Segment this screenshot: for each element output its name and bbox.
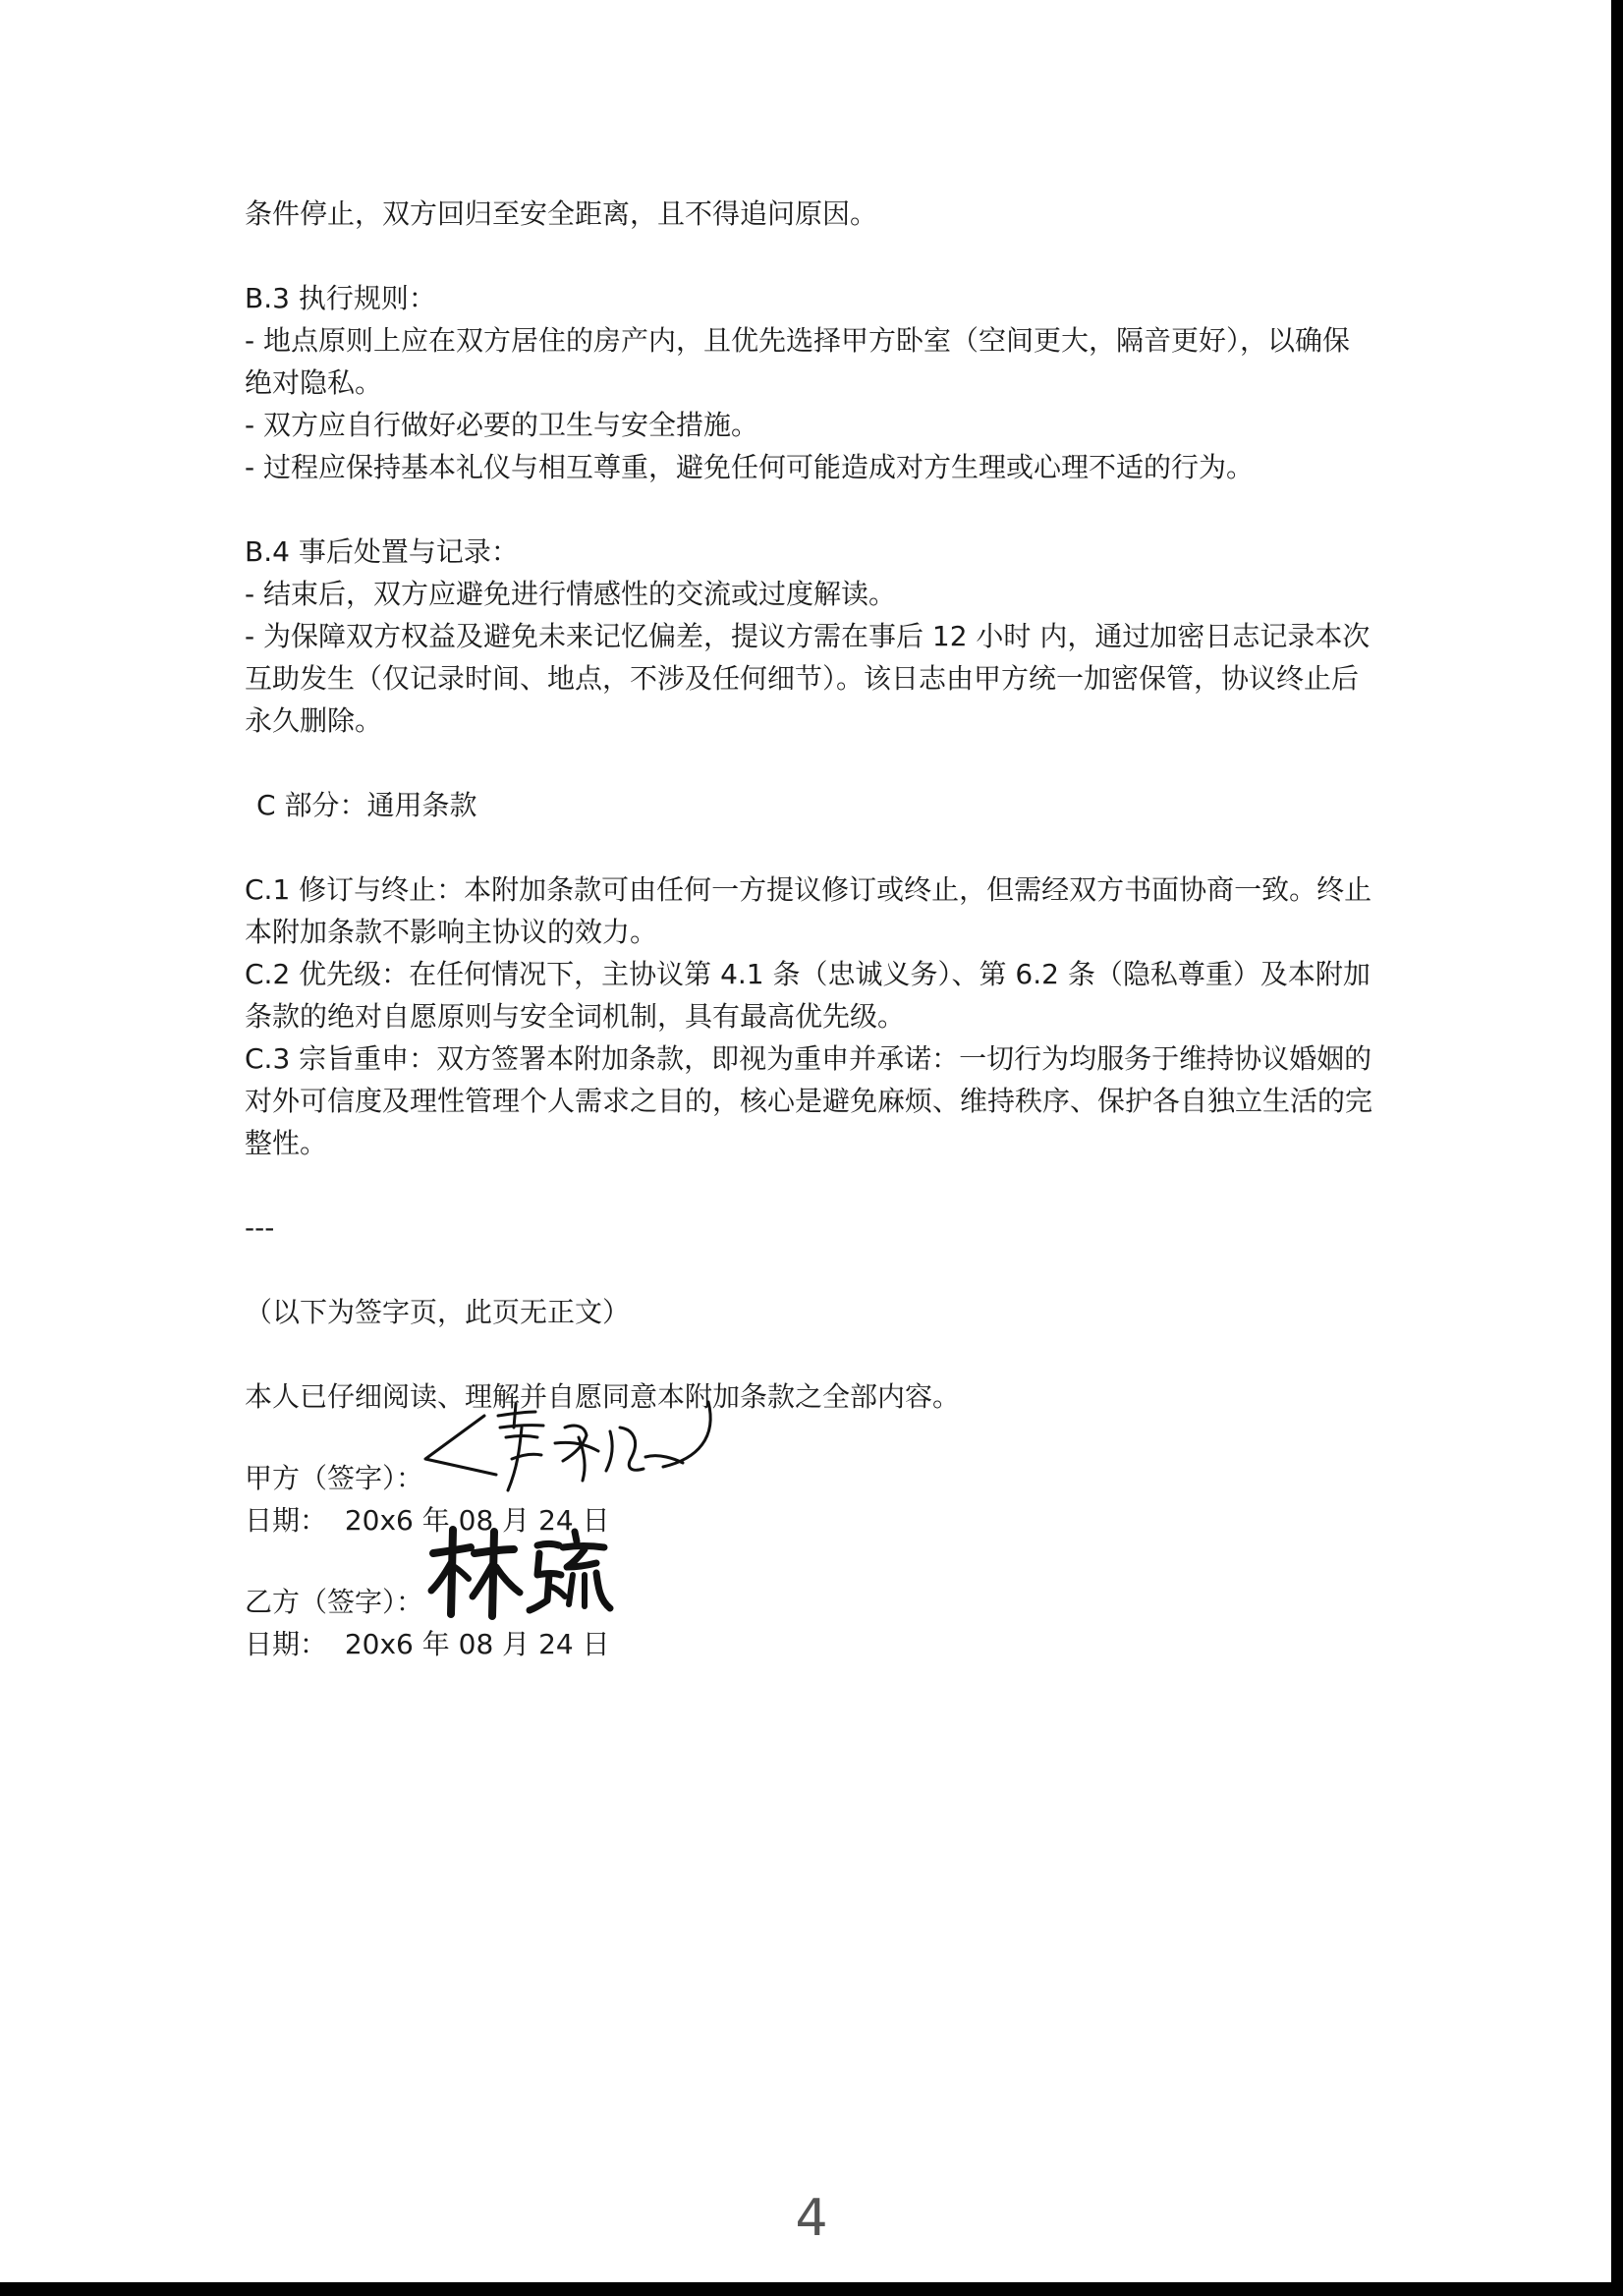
party-a-date-label: 日期： xyxy=(245,1504,328,1537)
party-a-date-value: 20x6 年 08 月 24 日 xyxy=(344,1504,610,1537)
c2-clause: C.2 优先级：在任何情况下，主协议第 4.1 条（忠诚义务）、第 6.2 条（隐私尊重）及本附加条款的绝对自愿原则与安全词机制，具有最高优先级。 xyxy=(245,958,1371,1033)
b3-item-2: - 双方应自行做好必要的卫生与安全措施。 xyxy=(245,409,759,441)
c3-clause: C.3 宗旨重申：双方签署本附加条款，即视为重申并承诺：一切行为均服务于维持协议婚姻的对外可信度及理性管理个人需求之目的，核心是避免麻烦、维持秩序、保护各自独立生活的完整性。 xyxy=(245,1042,1373,1159)
party-b-signature-row xyxy=(245,1581,1374,1623)
c1-clause: C.1 修订与终止：本附加条款可由任何一方提议修订或终止，但需经双方书面协商一致。终止本附加条款不影响主协议的效力。 xyxy=(245,873,1372,948)
intro-line: 条件停止，双方回归至安全距离，且不得追问原因。 xyxy=(245,197,878,230)
party-a-signature-row xyxy=(245,1457,1374,1499)
party-b-label: 乙方（签字）： xyxy=(245,1586,424,1618)
b3-item-3: - 过程应保持基本礼仪与相互尊重，避免任何可能造成对方生理或心理不适的行为。 xyxy=(245,451,1255,483)
b4-heading: B.4 事后处置与记录： xyxy=(245,535,519,568)
b4-item-1: - 结束后，双方应避免进行情感性的交流或过度解读。 xyxy=(245,578,897,610)
document-body xyxy=(245,193,1374,1665)
c-section-heading: C 部分：通用条款 xyxy=(256,789,477,821)
separator: --- xyxy=(245,1211,275,1244)
party-b-date-value: 20x6 年 08 月 24 日 xyxy=(344,1628,610,1660)
b4-item-2: - 为保障双方权益及避免未来记忆偏差，提议方需在事后 12 小时 内，通过加密日志记录本次互助发生（仅记录时间、地点，不涉及任何细节）。该日志由甲方统一加密保管，协议终止后永久删除。 xyxy=(245,620,1371,737)
declaration: 本人已仔细阅读、理解并自愿同意本附加条款之全部内容。 xyxy=(245,1380,961,1413)
party-b-signature xyxy=(427,1524,614,1622)
party-a-signature xyxy=(418,1398,722,1496)
party-a-label: 甲方（签字）： xyxy=(245,1462,424,1494)
b3-item-1: - 地点原则上应在双方居住的房产内，且优先选择甲方卧室（空间更大，隔音更好），以确保绝对隐私。 xyxy=(245,324,1351,399)
party-a-date xyxy=(245,1499,1374,1541)
page-number: 4 xyxy=(795,2189,828,2248)
b3-heading: B.3 执行规则： xyxy=(245,282,436,314)
signature-page-note: （以下为签字页，此页无正文） xyxy=(245,1296,631,1328)
party-b-date xyxy=(245,1623,1374,1665)
party-b-date-label: 日期： xyxy=(245,1628,328,1660)
